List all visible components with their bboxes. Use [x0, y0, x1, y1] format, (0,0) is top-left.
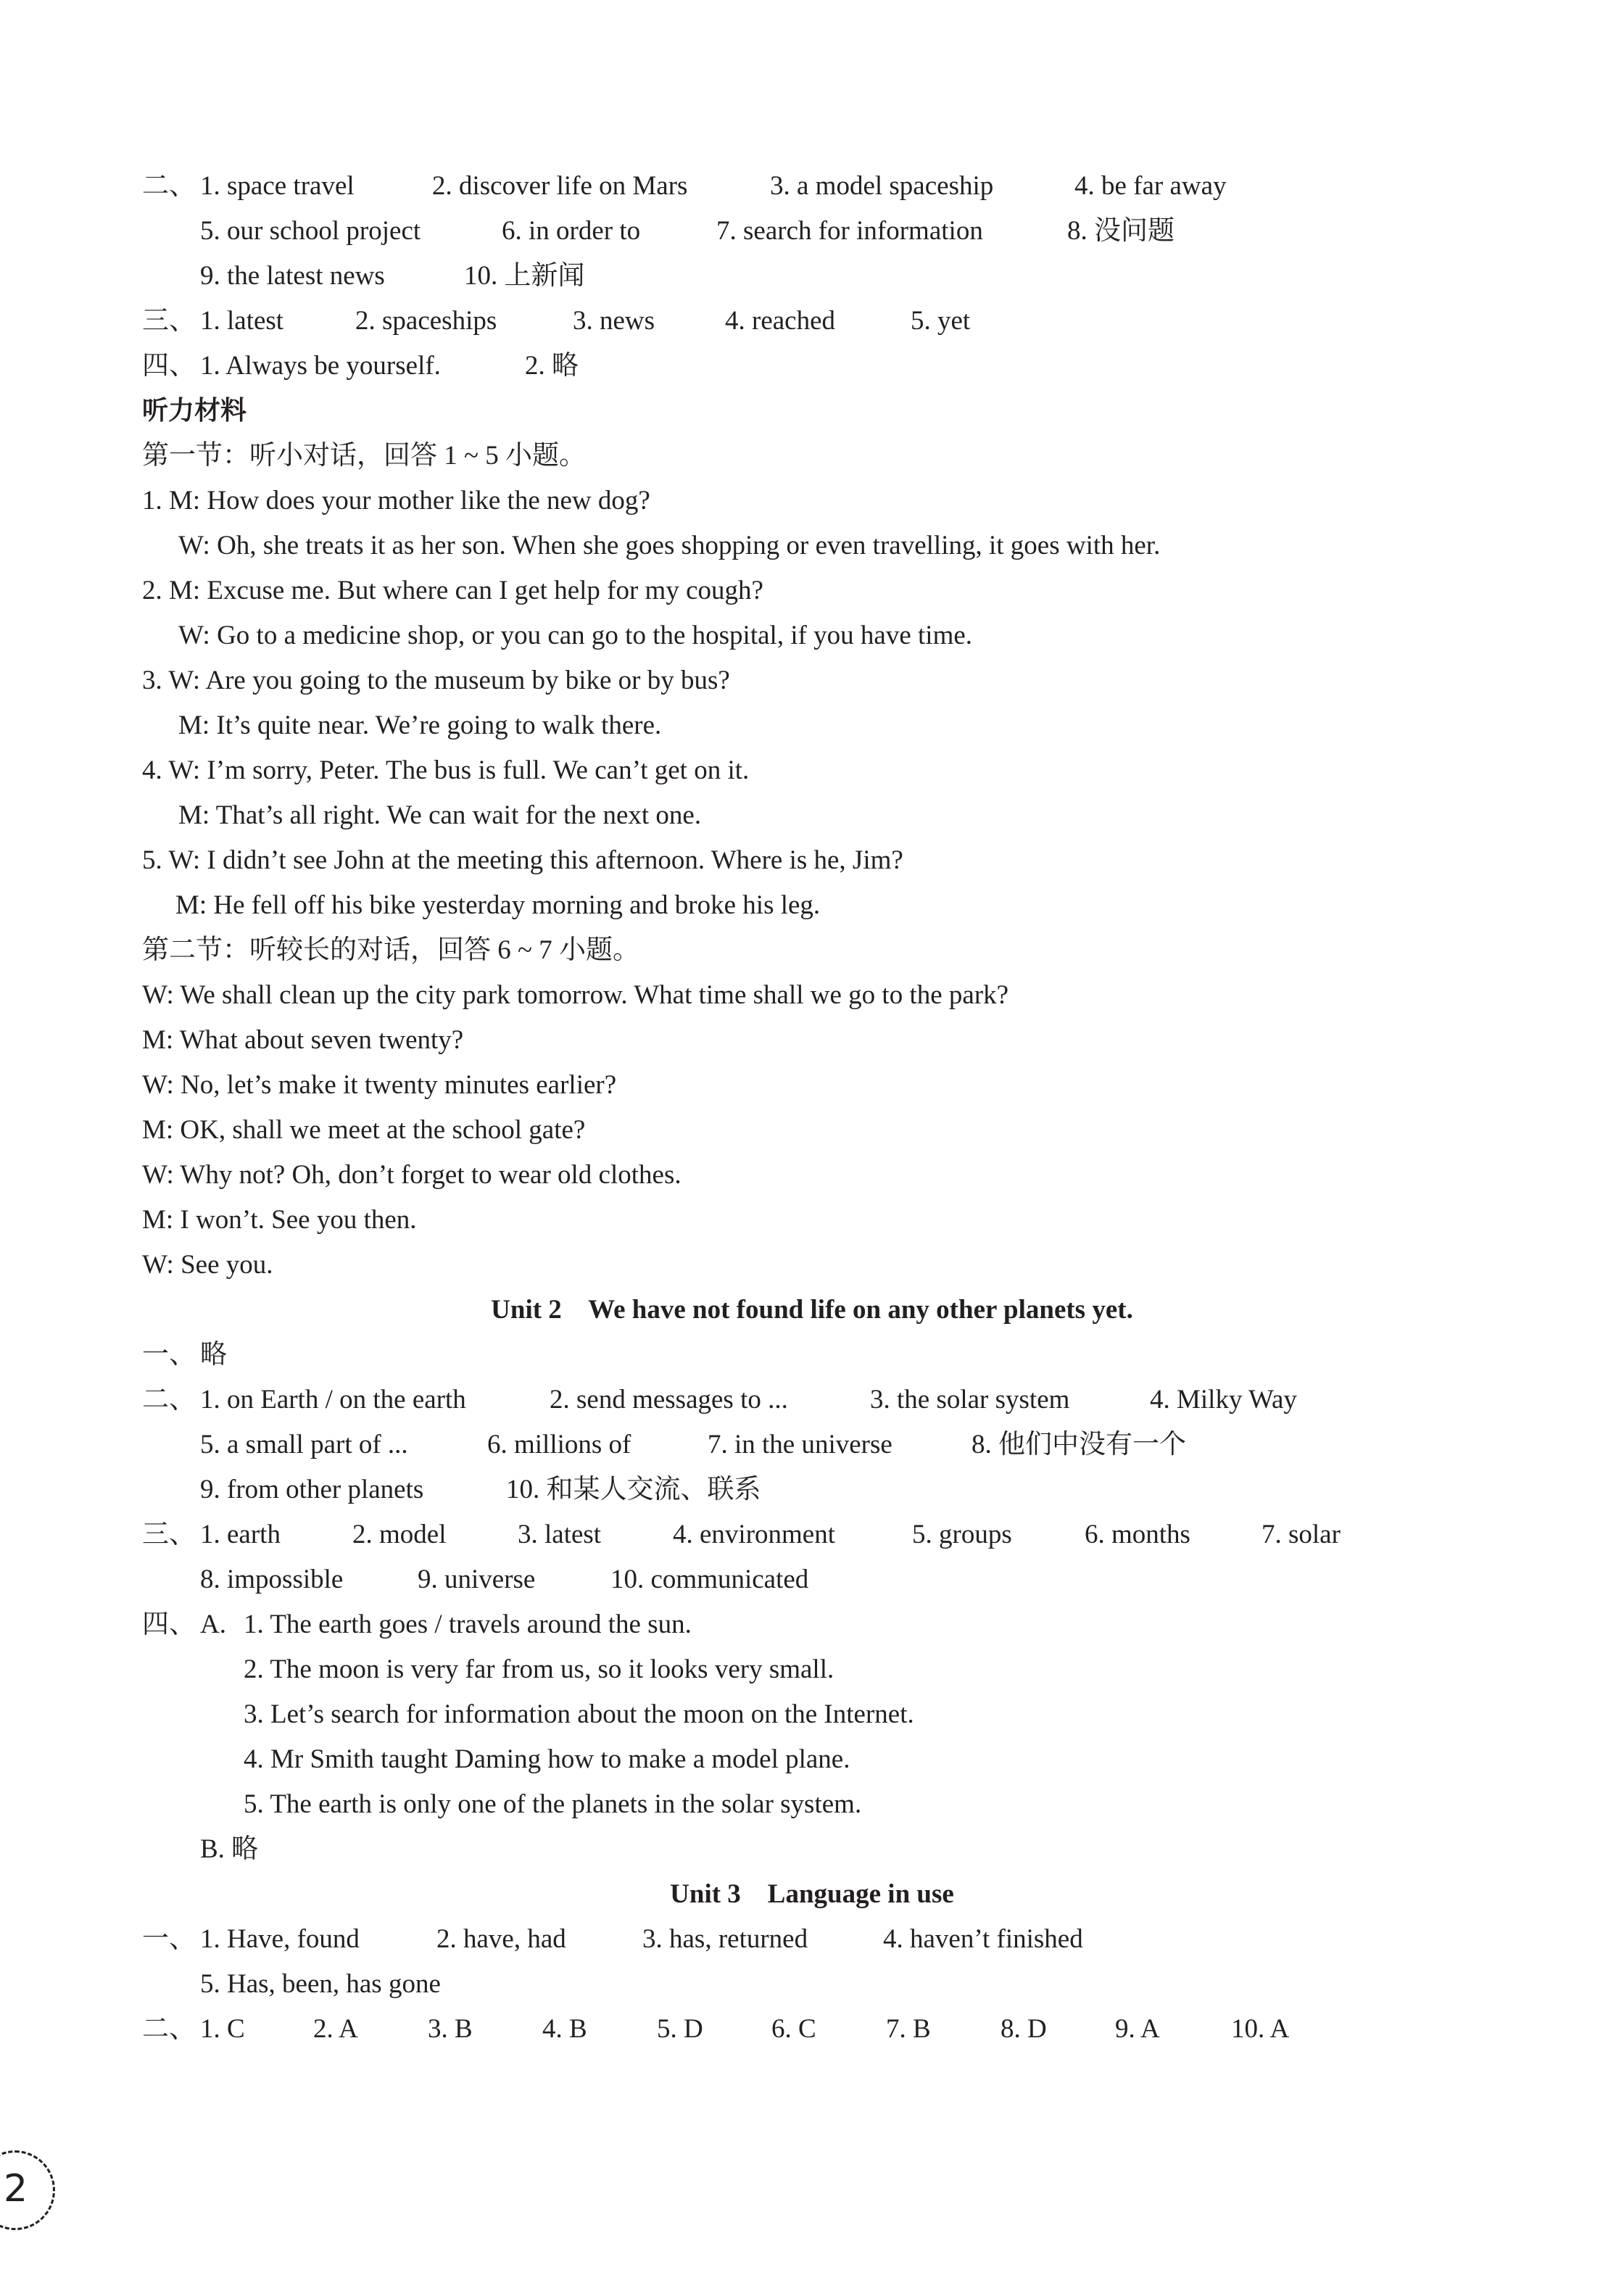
answer-item: 1. latest — [200, 306, 284, 336]
unit2-title: Unit 2 We have not found life on any other planets yet. — [491, 1295, 1133, 1325]
listening-part2-title: 第二节：听较长的对话，回答 6 ~ 7 小题。 — [142, 935, 640, 965]
section-marker: 四、 — [142, 351, 196, 381]
section-marker: 二、 — [142, 171, 196, 201]
answer-item: 6. millions of — [487, 1430, 631, 1459]
subsection-marker: A. — [200, 1610, 226, 1639]
answer-item: 2. 略 — [525, 351, 579, 381]
answer-item: 9. universe — [418, 1565, 536, 1594]
answer-item: 10. 和某人交流、联系 — [506, 1475, 761, 1504]
answer-item: 8. 没问题 — [1067, 216, 1174, 246]
subsection-answer: B. 略 — [200, 1834, 259, 1864]
answer-item: 4. environment — [673, 1520, 836, 1549]
dialogue-text: W: See you. — [142, 1250, 273, 1280]
section-marker: 三、 — [142, 1520, 196, 1549]
listening-part1-title: 第一节：听小对话，回答 1 ~ 5 小题。 — [142, 441, 587, 471]
answer-item: 5. Has, been, has gone — [200, 1969, 441, 1999]
answer-item: 2. spaceships — [355, 306, 497, 336]
listening-heading: 听力材料 — [142, 396, 247, 426]
answer-item: 9. from other planets — [200, 1475, 424, 1504]
answer-item: 3. news — [573, 306, 655, 336]
dialogue-text: M: It’s quite near. We’re going to walk there. — [178, 711, 662, 740]
dialogue-text: 3. W: Are you going to the museum by bike or by bus? — [142, 666, 730, 695]
answer-item: 3. latest — [518, 1520, 602, 1549]
answer-item: 3. a model spaceship — [770, 171, 994, 201]
answer-item: 8. impossible — [200, 1565, 344, 1594]
answer-item: 5. a small part of ... — [200, 1430, 408, 1459]
dialogue-text: M: What about seven twenty? — [142, 1025, 464, 1055]
answer-item: 7. B — [886, 2014, 931, 2044]
answer-item: 10. 上新闻 — [464, 261, 585, 291]
answer-item: 4. Milky Way — [1150, 1385, 1297, 1415]
dialogue-text: W: We shall clean up the city park tomorrow. What time shall we go to the park? — [142, 980, 1009, 1010]
answer-item: 4. B — [542, 2014, 587, 2044]
answer-item: 5. yet — [911, 306, 971, 336]
page-number: 2 — [4, 2167, 28, 2211]
answer-item: 2. model — [352, 1520, 447, 1549]
answer-sentence: 5. The earth is only one of the planets in the solar system. — [244, 1789, 862, 1819]
answer-item: 4. reached — [725, 306, 836, 336]
answer-item: 1. earth — [200, 1520, 281, 1549]
answer-item: 3. has, returned — [642, 1924, 808, 1954]
answer-item: 1. Have, found — [200, 1924, 360, 1954]
dialogue-text: 2. M: Excuse me. But where can I get help for my cough? — [142, 576, 763, 605]
section-marker: 一、 — [142, 1340, 196, 1370]
dialogue-text: M: That’s all right. We can wait for the next one. — [178, 800, 702, 830]
answer-item: 5. groups — [912, 1520, 1012, 1549]
dialogue-text: 4. W: I’m sorry, Peter. The bus is full. We can’t get on it. — [142, 755, 750, 785]
dialogue-text: M: He fell off his bike yesterday morning and broke his leg. — [175, 890, 821, 920]
answer-item: 5. D — [657, 2014, 703, 2044]
answer-item: 9. A — [1115, 2014, 1160, 2044]
section-marker: 一、 — [142, 1924, 196, 1954]
answer-item: 7. search for information — [716, 216, 983, 246]
answer-sentence: 2. The moon is very far from us, so it looks very small. — [244, 1654, 834, 1684]
dialogue-text: W: Go to a medicine shop, or you can go to the hospital, if you have time. — [178, 621, 973, 650]
dialogue-text: W: Oh, she treats it as her son. When she goes shopping or even travelling, it goes with her. — [178, 531, 1161, 560]
answer-item: 10. communicated — [610, 1565, 809, 1594]
answer-item: 2. have, had — [436, 1924, 566, 1954]
answer-item: 8. 他们中没有一个 — [972, 1430, 1186, 1459]
answer-item: 4. haven’t finished — [883, 1924, 1083, 1954]
answer-item: 3. the solar system — [870, 1385, 1070, 1415]
dialogue-text: M: OK, shall we meet at the school gate? — [142, 1115, 586, 1145]
dialogue-text: 5. W: I didn’t see John at the meeting this afternoon. Where is he, Jim? — [142, 845, 903, 875]
answer-item: 1. on Earth / on the earth — [200, 1385, 466, 1415]
section-marker: 四、 — [142, 1610, 196, 1639]
answer-sentence: 3. Let’s search for information about the moon on the Internet. — [244, 1699, 914, 1729]
answer-item: 3. B — [428, 2014, 473, 2044]
answer-item: 6. C — [771, 2014, 816, 2044]
dialogue-text: W: No, let’s make it twenty minutes earlier? — [142, 1070, 617, 1100]
answer-item: 9. the latest news — [200, 261, 385, 291]
answer-item: 1. C — [200, 2014, 245, 2044]
answer-item: 1. space travel — [200, 171, 355, 201]
answer-item: 2. discover life on Mars — [432, 171, 688, 201]
answer-item: 5. our school project — [200, 216, 421, 246]
answer-item: 4. be far away — [1074, 171, 1227, 201]
answer-item: 2. send messages to ... — [550, 1385, 788, 1415]
dialogue-text: M: I won’t. See you then. — [142, 1205, 417, 1235]
dialogue-text: W: Why not? Oh, don’t forget to wear old clothes. — [142, 1160, 682, 1190]
answer-item: 6. months — [1085, 1520, 1190, 1549]
section-marker: 二、 — [142, 1385, 196, 1415]
answer-item: 略 — [200, 1340, 227, 1370]
answer-item: 7. solar — [1262, 1520, 1341, 1549]
answer-sentence: 4. Mr Smith taught Daming how to make a model plane. — [244, 1744, 850, 1774]
answer-item: 8. D — [1000, 2014, 1047, 2044]
answer-item: 10. A — [1231, 2014, 1290, 2044]
dialogue-text: 1. M: How does your mother like the new dog? — [142, 486, 650, 515]
answer-sentence: 1. The earth goes / travels around the sun. — [244, 1610, 692, 1639]
answer-item: 1. Always be yourself. — [200, 351, 441, 381]
section-marker: 二、 — [142, 2014, 196, 2044]
answer-item: 6. in order to — [502, 216, 641, 246]
page-number-badge — [0, 2150, 55, 2230]
answer-item: 2. A — [313, 2014, 358, 2044]
unit3-title: Unit 3 Language in use — [670, 1879, 954, 1909]
section-marker: 三、 — [142, 306, 196, 336]
answer-item: 7. in the universe — [708, 1430, 892, 1459]
